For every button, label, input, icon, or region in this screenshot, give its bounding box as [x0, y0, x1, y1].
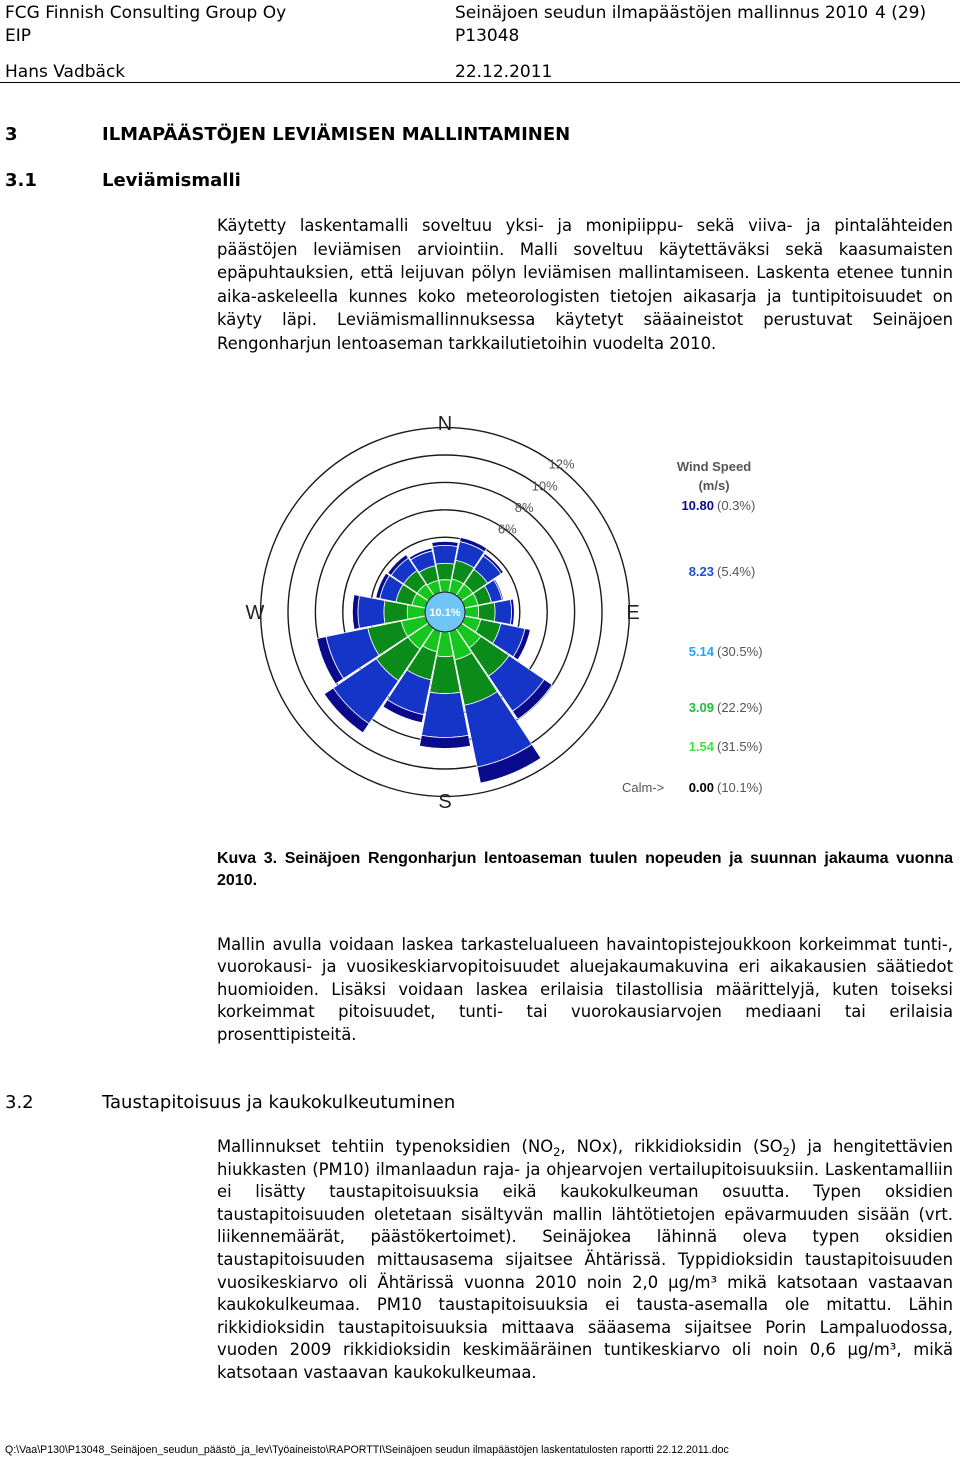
section-title: Taustapitoisuus ja kaukokulkeutuminen [102, 1092, 456, 1113]
wind-rose-petals [317, 537, 552, 783]
petal-S-class-4 [419, 735, 470, 748]
legend-percent-3: (22.2%) [717, 700, 763, 715]
header-unit: EIP [5, 26, 32, 46]
paragraph-model-description: Käytetty laskentamalli soveltuu yksi- ja monipiippu- sekä viiva- ja pintalähteiden päästöjen leviämisen arviointiin. Malli soveltuu käytettäväksi sekä kaasumaisten epäpuhtauksien, että leijuvan pölyn leviämisen mallintamiseen. Laskenta etenee tunnin aika-askeleella kunnes koko meteorologisten tietojen aikasarja ja tuntipitoisuudet on käyty läpi. Leviämismallinnuksessa käytetyt sääaineistot perustuvat Seinäjoen Rengonharjun lentoaseman tarkkailutietoihin vuodelta 2010. [217, 216, 953, 353]
paragraph-model-capabilities: Mallin avulla voidaan laskea tarkastelualueen havaintopistejoukkoon korkeimmat tunti-, vuorokausi- ja vuosikeskiarvopitoisuudet aluejakaumakuvina eri aikakausien säätiedot huomioiden. Lisäksi voidaan laskea erilaisia tilastollisia määrittelyjä, kuten toiseksi korkeimmat pitoisuudet, tunti- tai vuorokausiarvojen mediaani tai erilaisia prosenttipisteitä. [217, 935, 953, 1044]
ring-label-8: 8% [514, 499, 534, 515]
petal-E-class-3 [494, 600, 511, 625]
legend-value-5: 0.00 [688, 780, 714, 795]
legend-percent-4: (31.5%) [717, 739, 763, 754]
wind-speed-legend [622, 459, 763, 795]
p3-text-c: , NOx), rikkidioksidin (SO [560, 1137, 783, 1156]
header-author: Hans Vadbäck [5, 62, 126, 82]
legend-percent-5: (10.1%) [717, 780, 763, 795]
petal-N-class-4 [432, 541, 458, 546]
compass-north: N [437, 413, 453, 435]
petal-W-class-3 [358, 596, 385, 629]
petal-W-class-2 [384, 601, 408, 624]
header-page: 4 (29) [875, 3, 927, 23]
legend-percent-0: (0.3%) [717, 498, 756, 513]
compass-south: S [438, 791, 452, 813]
header-date: 22.12.2011 [455, 62, 553, 82]
petal-E-class-2 [478, 603, 495, 622]
compass-east: E [626, 602, 640, 624]
legend-value-2: 5.14 [688, 644, 714, 659]
section-title: ILMAPÄÄSTÖJEN LEVIÄMISEN MALLINTAMINEN [102, 124, 571, 145]
calm-percent-label: 10.1% [429, 607, 461, 619]
legend-title: Wind Speed [676, 459, 752, 474]
header-doc-title: Seinäjoen seudun ilmapäästöjen mallinnus 2010 [455, 3, 869, 23]
legend-percent-2: (30.5%) [717, 644, 763, 659]
legend-value-1: 8.23 [688, 564, 714, 579]
wind-rose-chart [225, 400, 785, 820]
petal-N-class-2 [436, 563, 454, 580]
ring-label-6: 6% [497, 521, 517, 537]
subscript-2: 2 [553, 1145, 561, 1159]
section-title: Leviämismalli [102, 170, 241, 191]
p3-text-a: Mallinnukset tehtiin typenoksidien (NO [217, 1137, 554, 1156]
legend-value-3: 3.09 [688, 700, 714, 715]
legend-items [622, 498, 763, 795]
petal-N-class-3 [433, 545, 458, 564]
header-company: FCG Finnish Consulting Group Oy [5, 3, 287, 23]
paragraph-background-concentrations [217, 1136, 953, 1385]
section-number: 3 [5, 124, 18, 145]
legend-percent-1: (5.4%) [717, 564, 756, 579]
subscript-2: 2 [782, 1145, 790, 1159]
ring-label-10: 10% [531, 478, 558, 494]
footer-file-path: Q:\Vaa\P130\P13048_Seinäjoen_seudun_päästö_ja_lev\Työaineisto\RAPORTTI\Seinäjoen seudun ilmapäästöjen laskentatulosten raportti 22.12.2011.doc [5, 1444, 729, 1456]
legend-unit: (m/s) [698, 478, 730, 493]
legend-value-4: 1.54 [688, 739, 714, 754]
section-number: 3.1 [5, 170, 37, 191]
ring-label-12: 12% [548, 456, 575, 472]
header-project: P13048 [455, 26, 520, 46]
legend-value-0: 10.80 [681, 498, 714, 513]
legend-calm-label: Calm-> [622, 780, 665, 795]
compass-west: W [245, 602, 265, 624]
header-rule [0, 82, 960, 83]
p3-text-e: ) ja hengitettävien hiukkasten (PM10) ilmanlaadun raja- ja ohjearvojen vertailupitoisuuksiin. Laskentamalliin ei lisätty taustapitoisuuksia eikä kaukokulkeuman osuutta. Typen oksidien taustapitoisuuden oletetaan sisältyvän mallin lähtötietojen epävarmuuden sisään (vrt. liikennemäärät, päästökertoimet). Seinäjokea lähinnä oleva typen oksidien taustapitoisuuden mittausasema sijaitsee Ähtärissä. Typpidioksidin taustapitoisuuden vuosikeskiarvo oli Ähtärissä vuonna 2010 noin 2,0 µg/m³ mikä katsotaan vastaavan kaukokulkeumaa. PM10 taustapitoisuuksia ei tausta-asemalla ole mitattu. Lähin rikkidioksidin taustapitoisuuksia mittaava sääasema sijaitsee Porin Lampaluodossa, vuoden 2009 rikkidioksidin keskimääräinen tuntikeskiarvo oli noin 0,6 µg/m³, mikä katsotaan vastaavan kaukokulkeumaa. [217, 1137, 953, 1382]
section-number: 3.2 [5, 1092, 34, 1113]
petal-S-class-3 [421, 692, 468, 737]
figure-caption: Kuva 3. Seinäjoen Rengonharjun lentoaseman tuulen nopeuden ja suunnan jakauma vuonna 2010. [217, 850, 953, 889]
